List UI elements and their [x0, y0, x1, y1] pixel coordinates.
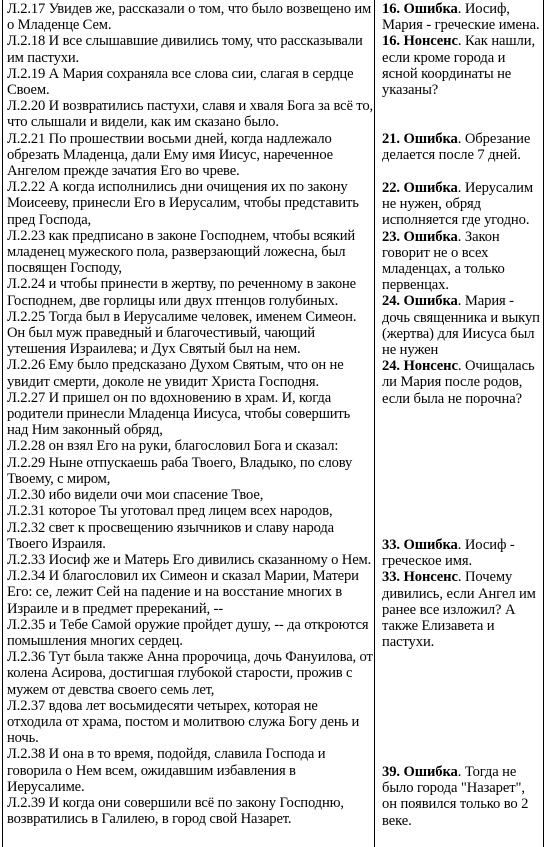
note-16-nonsense [382, 33, 542, 98]
note-16-error [382, 1, 542, 33]
verse-2-28: Л.2.28 он взял Его на руки, благословил Бога и сказал: [7, 438, 339, 455]
verse-2-36: Л.2.36 Тут была также Анна пророчица, дочь Фануилова, от колена Асирова, достигшая глубокой старости, прожив с мужем от девства своего семь лет, [7, 649, 373, 698]
note-tag: 16. Нонсенс [382, 33, 458, 50]
note-tag: 39. Ошибка [382, 764, 458, 780]
note-text: . Закон говорит не о всех младенцах, а только первенцах. [382, 228, 505, 294]
note-21 [382, 131, 542, 163]
note-16 [382, 1, 542, 98]
note-22 [382, 180, 542, 229]
verse-2-21: Л.2.21 По прошествии восьми дней, когда надлежало обрезать Младенца, дали Ему имя Иисус, нареченное Ангелом прежде зачатия Его во чреве. [7, 130, 333, 180]
note-text: . Почему дивились, если Ангел им ранее все изложил? А также Елизавета и пастухи. [382, 569, 536, 651]
verse-2-37: Л.2.37 вдова лет восьмидесяти четырех, которая не отходила от храма, постом и молитвою служа Богу день и ночь. [7, 697, 360, 747]
verse-2-32: Л.2.32 свет к просвещению язычников и славу народа Твоего Израиля. [7, 519, 334, 552]
verse-2-23: Л.2.23 как предписано в законе Господнем, чтобы всякий младенец мужеского пола, разверзающий ложесна, был посвящен Господу, [7, 227, 356, 277]
note-22-24 [382, 180, 542, 407]
verse-2-17: Л.2.17 Увидев же, рассказали о том, что было возвещено им о Младенце Сем. [7, 1, 372, 34]
verse-2-29: Л.2.29 Ныне отпускаешь раба Твоего, Владыко, по слову Твоему, с миром, [7, 454, 353, 487]
note-text: . Иосиф - греческое имя. [382, 537, 515, 570]
verse-2-31: Л.2.31 которое Ты уготовал пред лицем всех народов, [7, 503, 333, 520]
note-24-error [382, 293, 542, 358]
verse-2-19: Л.2.19 А Мария сохраняла все слова сии, слагая в сердце Своем. [7, 65, 354, 99]
note-text: . Иосиф, Мария - греческие имена. [382, 1, 540, 34]
verse-2-22: Л.2.22 А когда исполнились дни очищения их по закону Моисееву, принесли Его в Иерусалим, чтобы представить пред Господа, [7, 179, 359, 228]
note-text: . Иерусалим не нужен, обряд исполняется где угодно. [382, 180, 533, 229]
note-33-error [382, 537, 542, 569]
note-33-nonsense [382, 569, 542, 650]
verse-2-20: Л.2.20 И возвратились пастухи, славя и хваля Бога за всё то, что слышали и видели, как им сказано было. [7, 98, 373, 131]
verse-2-24: Л.2.24 и чтобы принести в жертву, по реченному в законе Господнем, две горлицы или двух птенцов голубиных. [7, 276, 356, 309]
verse-2-35: Л.2.35 и Тебе Самой оружие пройдет душу, -- да откроются помышления многих сердец. [7, 616, 369, 649]
column-divider [374, 0, 375, 847]
verse-2-25: Л.2.25 Тогда был в Иерусалиме человек, именем Симеон. Он был муж праведный и благочестивый, чающий утешения Израилева; и Дух Святый был на нем. [7, 308, 357, 358]
verse-2-18: Л.2.18 И все слышавшие дивились тому, что рассказывали им пастухи. [7, 33, 363, 66]
note-tag: 24. Ошибка [382, 293, 458, 310]
verse-2-33: Л.2.33 Иосиф же и Матерь Его дивились сказанному о Нем. [7, 551, 372, 568]
note-text: . Как нашли, если кроме города и ясной координаты не указаны? [382, 33, 535, 99]
note-text: . Тогда не было города "Назарет", он появился только во 2 веке. [382, 764, 529, 829]
verse-2-26: Л.2.26 Ему было предсказано Духом Святым, что он не увидит смерти, доколе не увидит Христа Господня. [7, 357, 344, 390]
note-39 [382, 764, 542, 829]
verse-2-34: Л.2.34 И благословил их Симеон и сказал Марии, Матери Его: се, лежит Сей на падение и на восстание многих в Израиле и в предмет пререканий, -- [7, 568, 359, 617]
note-text: . Очищалась ли Мария после родов, если была не порочна? [382, 358, 535, 407]
note-tag: 24. Нонсенс [382, 358, 458, 375]
note-text: . Мария - дочь священника и выкуп (жертва) для Иисуса был не нужен [382, 293, 540, 359]
note-tag: 23. Ошибка [382, 228, 458, 245]
note-tag: 33. Нонсенс [382, 569, 458, 586]
note-tag: 16. Ошибка [382, 1, 458, 17]
verse-2-30: Л.2.30 ибо видели очи мои спасение Твое, [7, 487, 264, 504]
note-23 [382, 229, 542, 294]
verse-column [7, 1, 373, 827]
verse-2-27: Л.2.27 И пришел он по вдохновению в храм. И, когда родители принесли Младенца Иисуса, чтобы совершить над Ним законный обряд, [7, 389, 351, 439]
note-24-nonsense [382, 358, 542, 407]
verse-2-38: Л.2.38 И она в то время, подойдя, славила Господа и говорила о Нем всем, ожидавшим избавления в Иерусалиме. [7, 746, 326, 795]
note-tag: 22. Ошибка [382, 180, 458, 196]
verse-2-39: Л.2.39 И когда они совершили всё по закону Господню, возвратились в Галилею, в город свой Назарет. [7, 794, 344, 828]
note-tag: 21. Ошибка [382, 131, 458, 147]
note-text: . Обрезание делается после 7 дней. [382, 131, 531, 164]
note-33 [382, 537, 542, 650]
note-tag: 33. Ошибка [382, 537, 458, 553]
